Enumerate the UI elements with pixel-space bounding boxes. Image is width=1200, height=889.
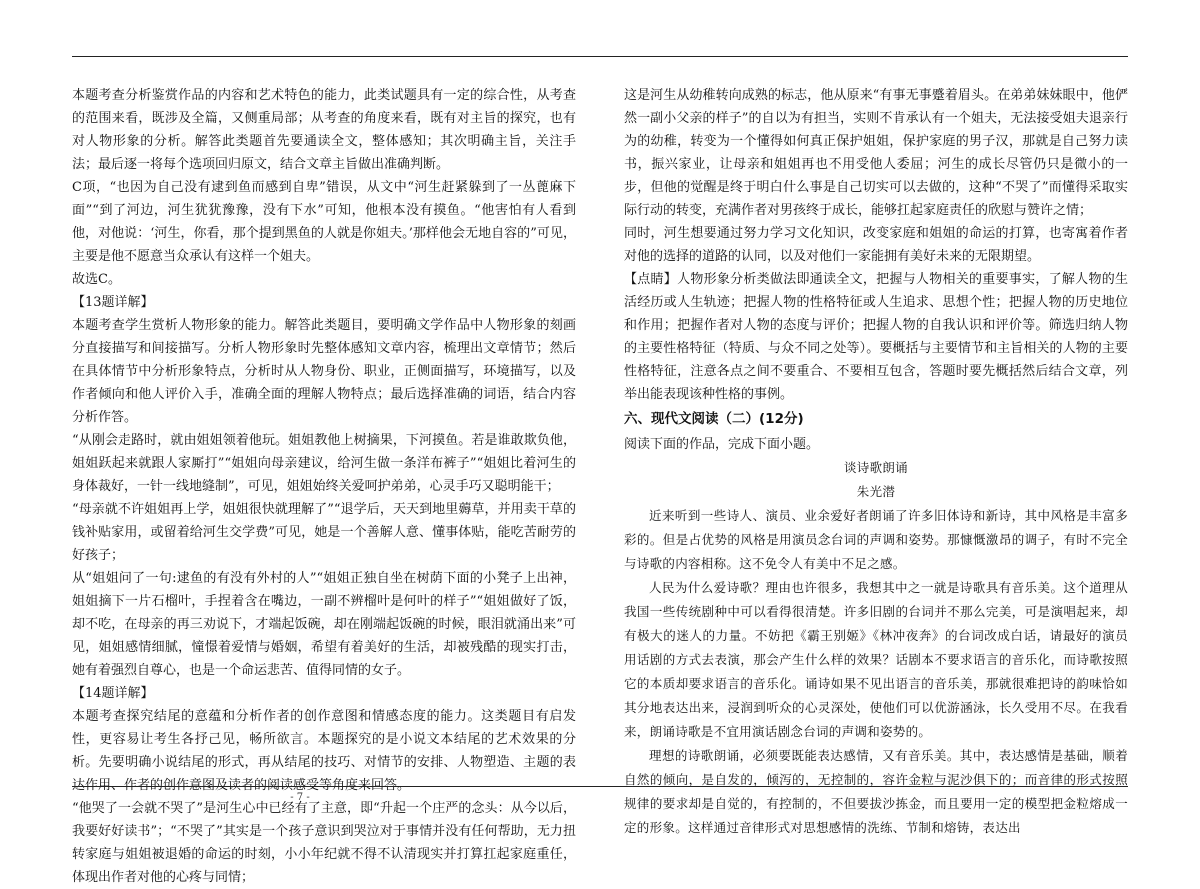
essay-author: 朱光潜 [856,484,896,499]
essay-paragraph: 人民为什么爱诗歌？理由也许很多，我想其中之一就是诗歌具有音乐美。这个道理从我国一些传统剧种中可以看得很清楚。许多旧剧的台词并不那么完美，可是演唱起来，却有极大的迷人的力量。不妨把《霸王别姬》《林冲夜奔》的台词改成白话，请最好的演员用话剧的方式去表演，那会产生什么样的效果？话剧本不要求语言的音乐化，而诗歌按照它的本质却要求语言的音乐化。诵诗如果不见出语言的音乐美，那就很难把诗的韵味恰如其分地表达出来，浸润到听众的心灵深处，使他们可以优游涵泳，长久受用不尽。在我看来，朗诵诗歌是不宜用演话剧念台词的声调和姿势的。 [624,580,1128,739]
essay [624,456,1128,840]
tip-paragraph: 【点睛】人物形象分析类做法即通读全文，把握与人物相关的重要事实，了解人物的生活经历或人生轨迹；把握人物的性格特征或人生追求、思想个性；把握人物的历史地位和作用；把握作者对人物的态度与评价；把握人物的自我认识和评价等。筛选归纳人物的主要性格特征（特质、与众不同之处等）。要概括与主要情节和主旨相关的人物的主要性格特征，注意各点之间不要重合、不要相互包含，答题时要先概括然后结合文章，列举出能表现该种性格的事例。 [624,272,1128,402]
paragraph: 故选C。 [72,272,121,287]
essay-paragraph: 近来听到一些诗人、演员、业余爱好者朗诵了许多旧体诗和新诗，其中风格是丰富多彩的。但是占优势的风格是用演员念台词的声调和姿势。那慷慨激昂的调子，有时不完全与诗歌的内容相称。这不免令人有美中不足之感。 [624,508,1128,571]
paragraph: 本题考查分析鉴赏作品的内容和艺术特色的能力，此类试题具有一定的综合性，从考查的范围来看，既涉及全篇，又侧重局部；从考查的角度来看，既有对主旨的探究，也有对人物形象的分析。解答此类题首先要通读全文，整体感知；其次明确主旨，关注手法；最后逐一将每个选项回归原文，结合文章主旨做出准确判断。 [72,88,576,172]
page-number: - 7 - [290,792,310,803]
paragraph: 本题考查学生赏析人物形象的能力。解答此类题目，要明确文学作品中人物形象的刻画分直接描写和间接描写。分析人物形象时先整体感知文章内容，梳理出文章情节；然后在具体情节中分析形象特点，分析时从人物身份、职业，正侧面描写，环境描写，以及作者倾向和他人评价入手，准确全面的理解人物特点；最后选择准确的词语，结合内容分析作答。 [72,318,576,425]
paragraph: 同时，河生想要通过努力学习文化知识，改变家庭和姐姐的命运的打算，也寄寓着作者对他的选择的道路的认同，以及对他们一家能拥有美好未来的无限期望。 [624,226,1128,264]
paragraph: 本题考查探究结尾的意蕴和分析作者的创作意图和情感态度的能力。这类题目有启发性，更容易让考生各抒己见，畅所欲言。本题探究的是小说文本结尾的艺术效果的分析。先要明确小说结尾的形式，再从结尾的技巧、对情节的安排、人物塑造、主题的表达作用、作者的创作意图及读者的阅读感受等角度来回答。 [72,709,576,793]
left-column [72,84,576,889]
paragraph: 从“姐姐问了一句:逮鱼的有没有外村的人”“姐姐正独自坐在树荫下面的小凳子上出神，姐姐摘下一片石榴叶，手捏着含在嘴边，一副不辨榴叶是何叶的样子”“姐姐做好了饭，却不吃，在母亲的再三劝说下，才端起饭碗，却在刚端起饭碗的时候，眼泪就涌出来”可见，姐姐感情细腻，憧憬着爱情与婚姻，希望有着美好的生活，却被残酷的现实打击，她有着强烈自尊心，也是一个命运悲苦、值得同情的女子。 [72,571,576,678]
question-label: 【14题详解】 [72,686,154,701]
footer-rule [72,786,1128,787]
instruction: 阅读下面的作品，完成下面小题。 [624,437,820,452]
paragraph: C项，“也因为自己没有逮到鱼而感到自卑”错误，从文中“河生赶紧躲到了一丛蓖麻下面”“到了河边，河生犹犹豫豫，没有下水”可知，他根本没有摸鱼。“他害怕有人看到他，对他说：‘河生，你看，那个提到黑鱼的人就是你姐夫。’那样他会无地自容的”可见，主要是他不愿意当众承认有这样一个姐夫。 [72,180,576,264]
essay-paragraph: 理想的诗歌朗诵，必须要既能表达感情，又有音乐美。其中，表达感情是基础，顺着自然的倾向，是自发的，倾泻的，无控制的，容许金粒与泥沙俱下的；而音律的形式按照规律的要求却是自觉的，有控制的，不但要拔沙拣金，而且要用一定的模型把金粒熔成一定的形象。这样通过音律形式对思想感情的洗练、节制和熔铸，表达出 [624,748,1128,835]
section-heading: 六、现代文阅读（二）(12分) [624,411,804,427]
paragraph: “他哭了一会就不哭了”是河生心中已经有了主意，即“升起一个庄严的念头：从今以后，我要好好读书”；“不哭了”其实是一个孩子意识到哭泣对于事情并没有任何帮助，无力扭转家庭与姐姐被退婚的命运的时刻，小小年纪就不得不认清现实并打算扛起家庭重任，体现出作者对他的心疼与同情； [72,801,576,885]
header-rule [72,56,1128,57]
question-label: 【13题详解】 [72,295,154,310]
right-column [624,84,1128,840]
paragraph: “从刚会走路时，就由姐姐领着他玩。姐姐教他上树摘果，下河摸鱼。若是谁敢欺负他，姐姐跃起来就跟人家厮打”“姐姐向母亲建议，给河生做一条洋布裤子”“姐姐比着河生的身体裁好，一针一线地缝制”，可见，姐姐始终关爱呵护弟弟，心灵手巧又聪明能干； [72,433,576,494]
essay-title: 谈诗歌朗诵 [843,460,908,475]
paragraph: “母亲就不许姐姐再上学，姐姐很快就理解了”“退学后，天天到地里薅草，并用卖干草的钱补贴家用，或留着给河生交学费”可见，她是一个善解人意、懂事体贴，能吃苦耐劳的好孩子； [72,502,576,563]
paragraph: 这是河生从幼稚转向成熟的标志，他从原来“有事无事蹙着眉头。在弟弟妹妹眼中，他俨然一副小父亲的样子”的自以为有担当，实则不肯承认有一个姐夫，无法接受姐夫退亲行为的幼稚，转变为一个懂得如何真正保护姐姐，保护家庭的男子汉，那就是自己努力读书，振兴家业，让母亲和姐姐再也不用受他人委屈；河生的成长尽管仍只是微小的一步，但他的觉醒是终于明白什么事是自己切实可以去做的，这种“不哭了”而懂得采取实际行动的转变，充满作者对男孩终于成长，能够扛起家庭责任的欣慰与赞许之情； [624,88,1128,218]
